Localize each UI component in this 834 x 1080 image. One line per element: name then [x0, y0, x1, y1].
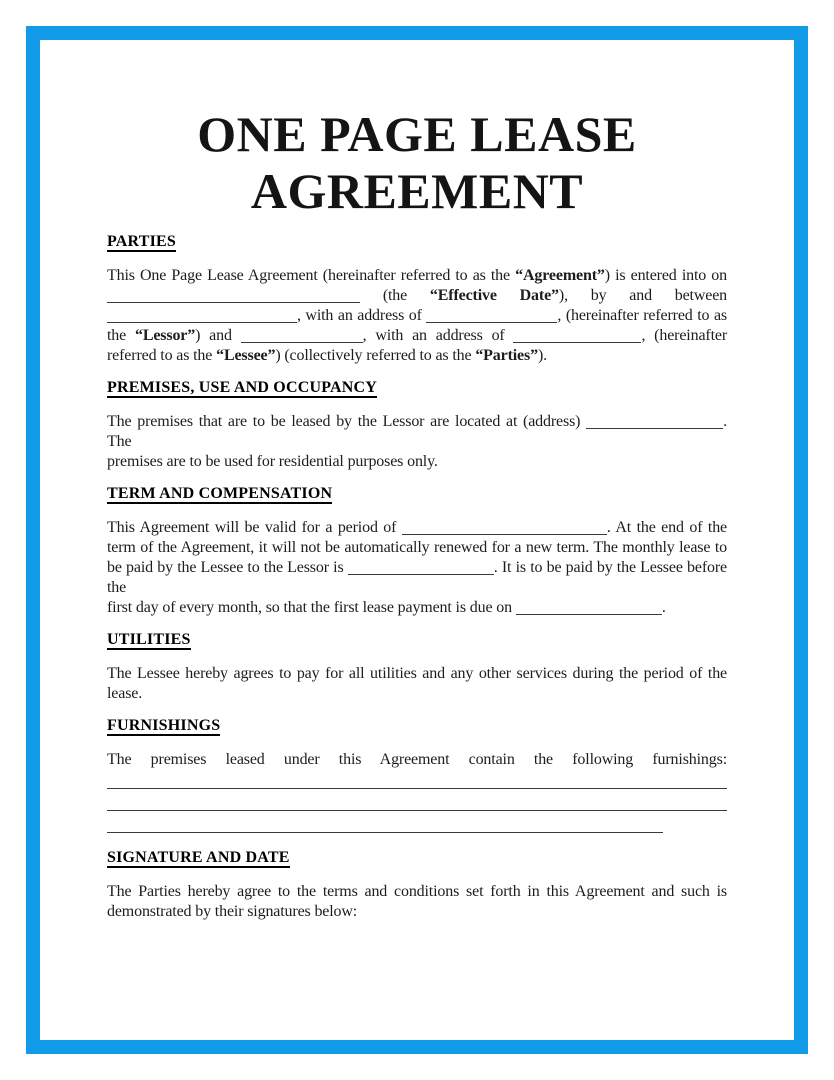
bold-text: “Lessee”	[216, 347, 276, 364]
text-line: The premises leased under this Agreement contain the following furnishings:	[107, 751, 727, 768]
blank-field	[402, 523, 607, 535]
text-line: premises are to be used for residential purposes only.	[107, 453, 438, 470]
text-line: the “Lessor”) and , with an address of , (hereinafter	[107, 327, 727, 344]
text-line: This Agreement will be valid for a period of . At the end of the	[107, 519, 727, 536]
blank-field	[107, 799, 727, 811]
fill-in-rule-line	[107, 814, 727, 836]
text-line: term of the Agreement, it will not be automatically renewed for a new term. The monthly lease to	[107, 539, 727, 556]
section-signature	[107, 848, 727, 922]
text-line: , with an address of , (hereinafter referred to as	[107, 306, 727, 326]
document-title-line-2: AGREEMENT	[250, 163, 584, 219]
section-heading-text: PREMISES, USE AND OCCUPANCY	[107, 379, 378, 396]
blank-field	[107, 291, 360, 303]
section-premises	[107, 378, 731, 472]
document-title	[107, 40, 727, 220]
text-line: (the “Effective Date”), by and between	[107, 286, 727, 306]
section-heading-term	[107, 484, 727, 504]
section-heading-furnishings	[107, 716, 727, 736]
text-line: The premises that are to be leased by the Lessor are located at (address) . The	[107, 413, 731, 450]
lease-document	[40, 40, 794, 1040]
section-heading-text: TERM AND COMPENSATION	[107, 485, 333, 502]
section-furnishings	[107, 716, 727, 836]
blank-field	[241, 331, 363, 343]
bold-text: “Parties”	[475, 347, 538, 364]
bold-text: “Effective Date”	[429, 287, 559, 304]
section-term	[107, 484, 731, 618]
section-heading-text: FURNISHINGS	[107, 717, 221, 734]
text-line: demonstrated by their signatures below:	[107, 903, 358, 920]
text-line: The Lessee hereby agrees to pay for all utilities and any other services during the period of the	[107, 665, 727, 682]
section-heading-text: UTILITIES	[107, 631, 191, 648]
text-line: first day of every month, so that the first lease payment is due on .	[107, 599, 666, 616]
text-line: referred to as the “Lessee”) (collectively referred to as the “Parties”).	[107, 347, 547, 364]
section-heading-text: SIGNATURE AND DATE	[107, 849, 290, 866]
section-heading-text: PARTIES	[107, 233, 177, 250]
text-line: lease.	[107, 685, 143, 702]
fill-in-rule-line	[107, 770, 727, 792]
section-heading-signature	[107, 848, 727, 868]
document-body	[107, 232, 731, 922]
document-title-line-1: ONE PAGE LEASE	[197, 106, 637, 162]
bold-text: “Agreement”	[515, 267, 605, 284]
blank-field	[513, 331, 641, 343]
section-parties	[107, 232, 727, 366]
blank-field	[107, 311, 297, 323]
blank-field	[348, 563, 494, 575]
bold-text: “Lessor”	[134, 327, 196, 344]
text-line: The Parties hereby agree to the terms and conditions set forth in this Agreement and such is	[107, 883, 727, 900]
text-line: This One Page Lease Agreement (hereinafter referred to as the “Agreement”) is entered into on	[107, 267, 727, 284]
blank-field	[107, 821, 663, 833]
page-border	[26, 26, 808, 1054]
text-line: be paid by the Lessee to the Lessor is . It is to be paid by the Lessee before the	[107, 559, 731, 596]
blank-field	[107, 777, 727, 789]
fill-in-rule-line	[107, 792, 727, 814]
section-heading-parties	[107, 232, 727, 252]
section-utilities	[107, 630, 727, 704]
section-heading-utilities	[107, 630, 727, 650]
blank-field	[516, 603, 662, 615]
blank-field	[586, 417, 723, 429]
blank-field	[426, 311, 557, 323]
section-heading-premises	[107, 378, 727, 398]
